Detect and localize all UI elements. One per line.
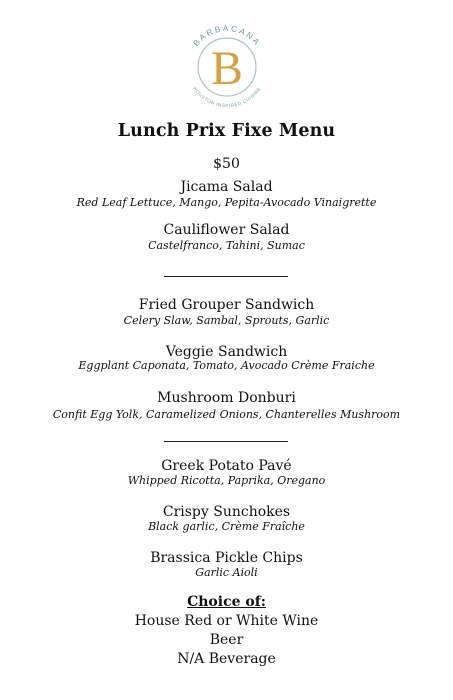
menu-item-desc: Celery Slaw, Sambal, Sprouts, Garlic (123, 314, 330, 327)
menu-item-name: Crispy Sunchokes (162, 504, 291, 520)
logo-ring-text-bottom: HOUSTON INSPIRED CUISINE (192, 86, 262, 109)
choice-heading: Choice of: (187, 594, 266, 610)
menu-title: Lunch Prix Fixe Menu (117, 121, 336, 141)
menu-item-name: Fried Grouper Sandwich (138, 297, 315, 313)
menu-item-desc: Eggplant Caponata, Tomato, Avocado Crème Fraiche (78, 359, 375, 372)
logo-graphic (178, 18, 276, 116)
menu-item-name: Veggie Sandwich (165, 344, 288, 360)
choice-option: N/A Beverage (177, 651, 276, 667)
barbacana-logo (178, 18, 276, 116)
menu-item-name: Cauliflower Salad (163, 222, 290, 238)
menu-item-desc: Red Leaf Lettuce, Mango, Pepita-Avocado Vinaigrette (76, 196, 377, 209)
menu-item-desc: Castelfranco, Tahini, Sumac (148, 239, 305, 252)
section-divider (164, 276, 288, 277)
menu-item-desc: Garlic Aioli (195, 566, 258, 579)
menu-item-name: Mushroom Donburi (157, 390, 296, 406)
menu-item-name: Greek Potato Pavé (161, 458, 292, 474)
menu-item-desc: Confit Egg Yolk, Caramelized Onions, Chanterelles Mushroom (52, 408, 401, 421)
choice-option: House Red or White Wine (134, 613, 319, 629)
section-divider (164, 441, 288, 442)
menu-item-name: Brassica Pickle Chips (150, 550, 303, 566)
choice-option: Beer (209, 632, 244, 648)
logo-letter: B (210, 42, 244, 95)
menu-price: $50 (213, 156, 240, 172)
menu-item-desc: Black garlic, Crème Fraîche (148, 520, 305, 533)
logo-ring-text-top: BARBACANA (191, 23, 263, 49)
menu-item-desc: Whipped Ricotta, Paprika, Oregano (127, 474, 326, 487)
menu-item-name: Jicama Salad (180, 179, 273, 195)
